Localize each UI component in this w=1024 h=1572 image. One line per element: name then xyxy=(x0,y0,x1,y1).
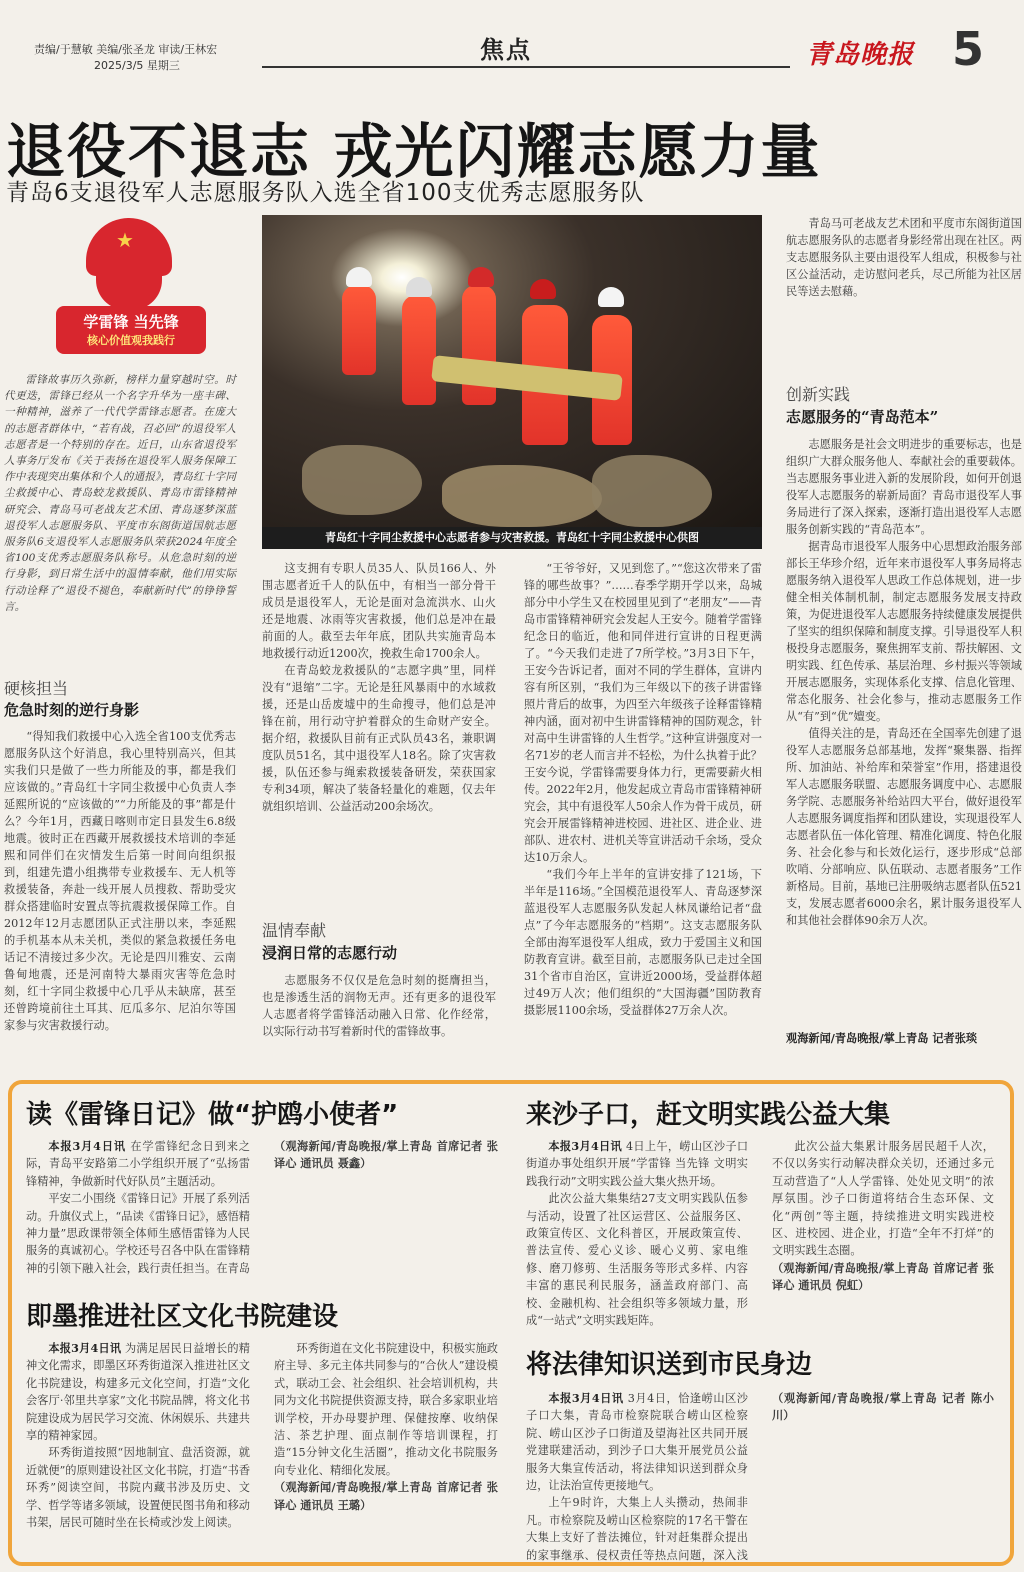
article-paragraph: 青岛马可老战友艺术团和平度市东阁街道国航志愿服务队的志愿者身影经常出现在社区。两支志愿服务队主要由退役军人组成，积极参与社区公益活动，走访慰问老兵，尽己所能为社区居民等送去慰藉。 xyxy=(786,217,1022,298)
brief-text: 环秀街道按照“因地制宜、盘活资源，就近就便”的原则建设社区文化书院，打造“书香环秀”阅读空间，书院内藏书涉及历史、文学、哲学等诸多领域，设置便民图书角和移动书架，居民可随时坐在长椅或沙发上阅读。 xyxy=(26,1446,250,1530)
brief-column xyxy=(26,1138,250,1278)
brief-column xyxy=(274,1138,498,1278)
brief-credit: （观海新闻/青岛晚报/掌上青岛 记者 陈小川） xyxy=(772,1391,994,1423)
brief-lead: 本报3月4日讯 xyxy=(48,1341,122,1355)
section-title: 浸润日常的志愿行动 xyxy=(262,944,398,962)
brief-column xyxy=(772,1138,994,1328)
article-column xyxy=(4,728,236,1064)
brief-column xyxy=(274,1340,498,1560)
brief-text: 环秀街道在文化书院建设中，积极实施政府主导、多元主体共同参与的“合伙人”建设模式，联动工会、社会组织、社会培训机构，共同为文化书院提供资源支持，联合多家职业培训学校，开办母婴护理、保健按摩、收纳保洁、茶艺护理、面点制作等培训课程，打造“15分钟文化生活圈”，推动文化书院服务向专业化、精细化发展。 xyxy=(274,1342,498,1477)
page-number: 5 xyxy=(952,22,985,76)
article-column xyxy=(262,972,496,1064)
brief-column xyxy=(772,1390,994,1562)
badge-slogan: 学雷锋 当先锋 xyxy=(83,313,179,331)
article-column xyxy=(262,560,496,904)
brief-text: 平安二小围绕《雷锋日记》开展了系列活动。升旗仪式上，“品读《雷锋日记》，感悟精神力量”思政课带领全体师生感悟雷锋为人民服务的真诚初心。学校还号召各中队在雷锋精神的引领下融入社会，践行责任担当。在青岛 xyxy=(26,1192,250,1275)
star-icon: ★ xyxy=(116,228,134,252)
brief-text: 此次公益大集累计服务居民超千人次，不仅以务实行动解决群众关切，还通过多元互动营造了“人人学雷锋、处处见文明”的浓厚氛围。沙子口街道将结合生态环保、文化“两创”等主题，持续推进文明实践进校区、进校园、进企业，打造“全年不打烊”的文明实践生态圈。 xyxy=(772,1140,994,1258)
brief-column xyxy=(526,1138,748,1328)
brief-lead: 本报3月4日讯 xyxy=(548,1391,624,1405)
article-paragraph: 这支拥有专职人员35人、队员166人、外围志愿者近千人的队伍中，有相当一部分骨干成员是退役军人，无论是面对急流洪水、山火还是地震、冰雨等灾害救援，他们总是冲在最前面的人。截至去年年底，团队共实施青岛本地救援行动近1200次，挽救生命1700余人。 xyxy=(262,562,496,660)
article-paragraph: 在青岛蛟龙救援队的“志愿字典”里，同样没有“退缩”二字。无论是狂风暴雨中的水域救援，还是山岳废墟中的生命搜寻，他们总是冲锋在前，用行动守护着群众的生命财产安全。据介绍，救援队目前有正式队员43名，兼职调度队员51名，其中退役军人18名。除了灾害救援，队伍还参与绳索救援装备研发，荣获国家专利34项，解决了装备轻量化的难题，仅去年就组织培训、公益活动200余场次。 xyxy=(262,664,496,813)
brief-text: 在学雷锋纪念日到来之际，青岛平安路第二小学组织开展了“弘扬雷锋精神，争做新时代好队员”主题活动。 xyxy=(26,1140,250,1188)
photo-caption: 青岛红十字同尘救援中心志愿者参与灾害救援。青岛红十字同尘救援中心供图 xyxy=(262,527,762,549)
section-kicker: 硬核担当 xyxy=(4,679,69,698)
brief-text: 上午9时许，大集上人头攒动，热闹非凡。市检察院及崂山区检察院的17名干警在大集上支好了普法摊位，针对赶集群众提出的家事继承、侵权责任等热点问题，深入浅 xyxy=(526,1496,748,1562)
brief-column xyxy=(526,1390,748,1562)
article-paragraph: 志愿服务不仅仅是危急时刻的挺膺担当，也是渗透生活的润物无声。还有更多的退役军人志愿者将学雷锋活动融入日常、化作经常，以实际行动书写着新时代的雷锋故事。 xyxy=(262,974,496,1038)
article-paragraph: “王爷爷好，又见到您了。”“您这次带来了雷锋的哪些故事？”……春季学期开学以来，岛城部分中小学生又在校园里见到了“老朋友”——青岛市雷锋精神研究会发起人王安今。随着学雷锋纪念日的临近，他和同伴进行宣讲的日程更满了。“今天我们走进了7所学校。”3月3日下午，王安今告诉记者，面对不同的学生群体，宣讲内容有所区别，“我们为三年级以下的孩子讲雷锋照片背后的故事，为四至六年级孩子诠释雷锋精神内涵，面对初中生讲雷锋精神的国防观念，针对高中生讲雷锋的人生哲学。”这种宣讲强度对一名71岁的老人而言并不轻松，为什么执着于此？王安今说，学雷锋需要身体力行，更需要薪火相传。2022年2月，他发起成立青岛市雷锋精神研究会，其中有退役军人50余人作为骨干成员，研究会开展雷锋精神进校园、进社区、进企业、进部队、进农村、进机关等宣讲活动千余场，受众达10万余人。 xyxy=(524,562,762,864)
article-paragraph: “得知我们救援中心入选全省100支优秀志愿服务队这个好消息，我心里特别高兴，但其实我们只是做了一些力所能及的事，都是我们应该做的。”青岛红十字同尘救援中心负责人李延熙所说的“应该做的”“力所能及的事”都是什么？今年1月，西藏日喀则市定日县发生6.8级地震。彼时正在西藏开展救援技术培训的李延熙和同伴们在灾情发生后第一时间向组织报到，组建先遣小组携带专业救援车、无人机等救援装备，奔赴一线开展人员搜救、帮助受灾群众搭建临时安置点等抗震救援保障工作。自2012年12月志愿团队正式注册以来，李延熙的手机基本从未关机，类似的紧急救援任务电话记不清接过多少次。无论是四川雅安、云南鲁甸地震，还是河南特大暴雨灾害等危急时刻，红十字同尘救援中心几乎从未缺席，甚至还曾跨境前往土耳其、厄瓜多尔、尼泊尔等国家参与灾害救援行动。 xyxy=(4,730,236,1032)
header-rule xyxy=(262,66,790,68)
brief-headline: 将法律知识送到市民身边 xyxy=(526,1350,813,1380)
brief-credit: （观海新闻/青岛晚报/掌上青岛 首席记者 张译心 通讯员 聂鑫） xyxy=(274,1139,498,1171)
section-title: 志愿服务的“青岛范本” xyxy=(786,408,939,426)
brief-column xyxy=(26,1340,250,1560)
brief-text: 此次公益大集集结27支文明实践队伍参与活动，设置了社区运营区、公益服务区、政策宣传区、文化科普区，开展政策宣传、普法宣传、爱心义诊、暖心义剪、家电维修、磨刀修剪、生活服务等形式多样、内容丰富的惠民利民服务，涵盖政府部门、高校、金融机构、社会组织等多领域力量，形成“一站式”文明实践矩阵。 xyxy=(526,1192,748,1328)
section-name: 焦点 xyxy=(480,35,532,64)
brief-text: 4日上午，崂山区沙子口街道办事处组织开展“学雷锋 当先锋 文明实践我行动”文明实践公益大集火热开场。 xyxy=(526,1140,748,1188)
section-kicker: 温情奉献 xyxy=(262,921,327,940)
main-headline: 退役不退志 戎光闪耀志愿力量 xyxy=(6,117,822,186)
lei-feng-badge xyxy=(34,210,224,360)
article-paragraph: 值得关注的是，青岛还在全国率先创建了退役军人志愿服务总部基地，发挥“聚集器、指挥所、加油站、补给库和荣誉室”作用，搭建退役军人志愿服务联盟、志愿服务调度中心、志愿服务学院、志愿服务补给站四大平台，做好退役军人志愿服务调度指挥和团队建设，实现退役军人志愿者队伍一体化管理、精准化调度、特色化服务、社会化参与和长效化运行，逐步形成“总部吹哨、分部响应、队伍联动、志愿者服务”工作新格局。目前，基地已注册吸纳志愿者队伍521支，发展志愿者6000余名，累计服务退役军人和其他社会群体90余万人次。 xyxy=(786,727,1022,927)
issue-date: 2025/3/5 星期三 xyxy=(94,59,180,72)
article-paragraph: 志愿服务是社会文明进步的重要标志，也是组织广大群众服务他人、奉献社会的重要载体。当志愿服务事业进入新的发展阶段，如何开创退役军人志愿服务的崭新局面？青岛市退役军人事务局进行了深入探索，逐渐打造出退役军人志愿服务创新实践的“青岛范本”。 xyxy=(786,438,1022,536)
portrait-shape xyxy=(96,266,162,310)
brief-lead: 本报3月4日讯 xyxy=(48,1139,126,1153)
article-column xyxy=(786,215,1022,371)
intro-paragraph xyxy=(4,372,236,615)
brief-text: 为满足居民日益增长的精神文化需求，即墨区环秀街道深入推进社区文化书院建设，构建多元文化空间，打造“文化会客厅·邻里共享家”文化书院品牌，将文化书院建设成为居民学习交流、休闲娱乐、共建共享的精神家园。 xyxy=(26,1342,250,1443)
credit-text: 观海新闻/青岛晚报/掌上青岛 记者张琰 xyxy=(786,1031,978,1045)
section-title: 危急时刻的逆行身影 xyxy=(4,701,140,719)
article-column xyxy=(786,436,1022,1028)
article-paragraph: “我们今年上半年的宣讲安排了121场，下半年是116场。”全国模范退役军人、青岛逐梦深蓝退役军人志愿服务队发起人林凤谦给记者“盘点”了今年志愿服务的“档期”。这支志愿服务队全部由海军退役军人组成，致力于爱国主义和国防教育宣讲。截至目前，志愿服务队已走过全国31个省市自治区，宣讲近2000场，受益群体超过49万人次；他们组织的“大国海疆”国防教育摄影展1100余场，受益群体27万余人次。 xyxy=(524,868,762,1017)
credits-line: 责编/于慧敏 美编/张圣龙 审读/王林宏 xyxy=(34,43,218,56)
article-column xyxy=(524,560,762,1064)
brief-text: 3月4日，恰逢崂山区沙子口大集，青岛市检察院联合崂山区检察院、崂山区沙子口街道及望海社区共同开展党建联建活动，到沙子口大集开展党员公益服务大集宣传活动，将法律知识送到群众身边，让法治宣传更接地气。 xyxy=(526,1392,748,1493)
brief-headline: 读《雷锋日记》做“护鸥小使者” xyxy=(26,1100,399,1130)
brief-lead: 本报3月4日讯 xyxy=(548,1139,623,1153)
badge-subslogan: 核心价值观我践行 xyxy=(87,334,175,347)
badge-ribbon xyxy=(56,306,206,354)
brief-headline: 来沙子口，赶文明实践公益大集 xyxy=(526,1100,891,1130)
brief-headline: 即墨推进社区文化书院建设 xyxy=(26,1302,339,1332)
rescue-photo xyxy=(262,215,762,527)
intro-text: 雷锋故事历久弥新，榜样力量穿越时空。时代更迭，雷锋已经从一个名字升华为一座丰碑、一种精神，滋养了一代代学雷锋志愿者。在庞大的志愿者群体中，“若有战，召必回”的退役军人志愿者是一个特别的存在。近日，山东省退役军人事务厅发布《关于表扬在退役军人服务保障工作中表现突出集体和个人的通报》，青岛红十字同尘救援中心、青岛蛟龙救援队、青岛市雷锋精神研究会、青岛马可老战友艺术团、青岛逐梦深蓝退役军人志愿服务队、平度市东阁街道国航志愿服务队6支退役军人志愿服务队荣获2024年度全省100支优秀志愿服务队称号。从危急时刻的逆行身影，到日常生活中的温情奉献，他们用实际行动诠释了“退役不褪色，奉献新时代”的铮铮誓言。 xyxy=(4,374,236,613)
subheadline: 青岛6支退役军人志愿服务队入选全省100支优秀志愿服务队 xyxy=(6,180,645,206)
article-credit xyxy=(786,1030,1022,1047)
masthead-logo: 青岛晚报 xyxy=(806,40,915,70)
editor-credits xyxy=(34,42,217,74)
article-paragraph: 据青岛市退役军人服务中心思想政治服务部部长王华珍介绍，近年来市退役军人事务局将志愿服务纳入退役军人思政工作总体规划，进一步健全相关体制机制，制定志愿服务发展支持政策，为促进退役军人志愿服务持续健康发展提供了坚实的组织保障和制度支撑。引导退役军人积极投身志愿服务，聚焦拥军支前、帮扶解困、文明实践、红色传承、基层治理、乡村振兴等领域开展志愿服务，实现体系化支撑、信息化管理、常态化服务、社会化参与，推动志愿服务工作从“有”到“优”嬗变。 xyxy=(786,540,1022,723)
brief-credit: （观海新闻/青岛晚报/掌上青岛 首席记者 张译心 通讯员 倪虹） xyxy=(772,1260,994,1293)
section-kicker: 创新实践 xyxy=(786,385,851,404)
brief-credit: （观海新闻/青岛晚报/掌上青岛 首席记者 张译心 通讯员 王璐） xyxy=(274,1480,498,1512)
